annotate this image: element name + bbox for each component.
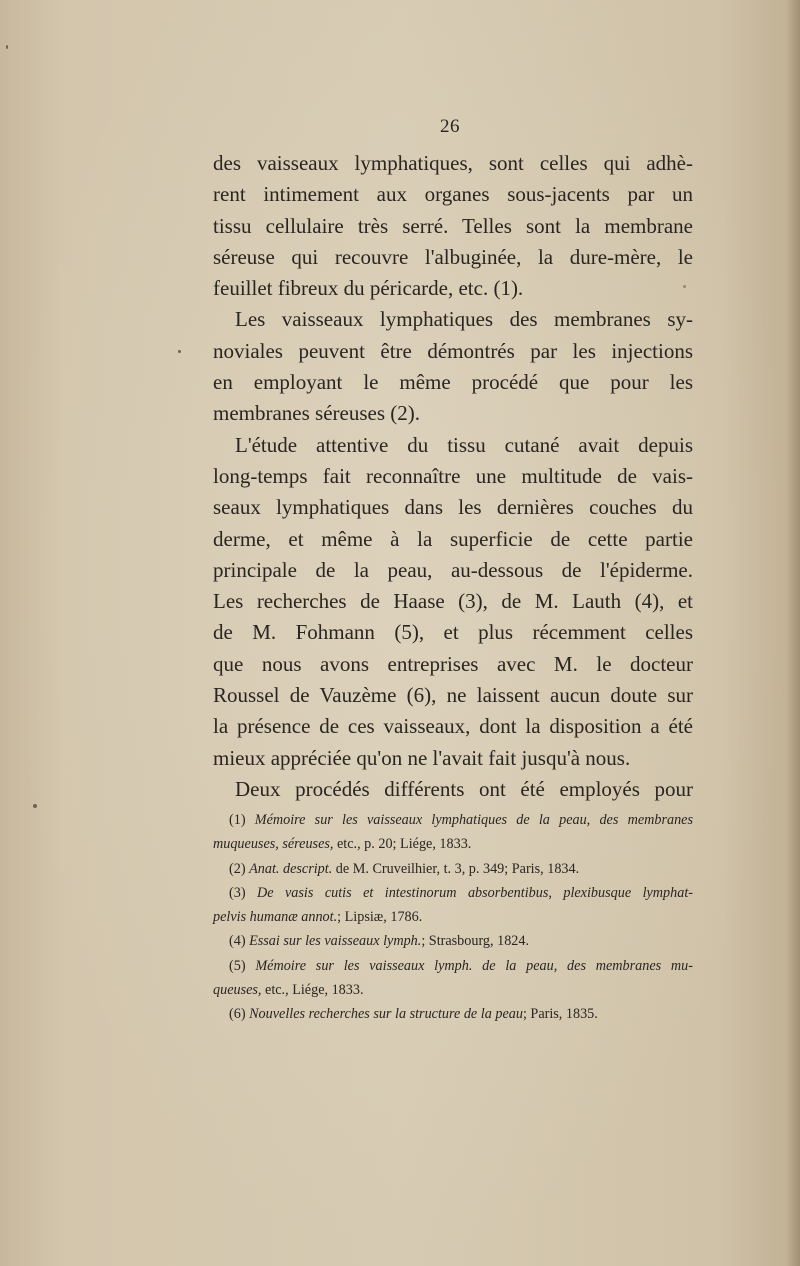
text-line: membranes séreuses (2). <box>213 401 421 426</box>
text-line: que nous avons entreprises avec M. le docteur <box>213 651 693 676</box>
page-number: 26 <box>440 116 460 137</box>
text-line: mieux appréciée qu'on ne l'avait fait jusqu'à nous. <box>213 745 631 770</box>
paper-speck <box>33 804 37 808</box>
text-line: principale de la peau, au-dessous de l'épiderme. <box>213 557 693 582</box>
page-edge-shadow <box>786 0 800 1266</box>
footnote-5-cont: queuses, etc., Liége, 1833. <box>213 982 364 999</box>
text-line: Les recherches de Haase (3), de M. Lauth (4), et <box>213 589 693 614</box>
footnote-2: (2) Anat. descript. de M. Cruveilhier, t. 3, p. 349; Paris, 1834. <box>229 860 580 877</box>
footnote-3-cont: pelvis humanæ annot.; Lipsiæ, 1786. <box>213 909 423 926</box>
main-text <box>213 148 693 805</box>
footnote-1: (1) Mémoire sur les vaisseaux lymphatiques de la peau, des membranes <box>229 812 693 828</box>
text-line: feuillet fibreux du péricarde, etc. (1). <box>213 276 524 301</box>
text-line: rent intimement aux organes sous-jacents par un <box>213 182 693 207</box>
footnote-3: (3) De vasis cutis et intestinorum absorbentibus, plexibusque lymphat- <box>229 884 693 901</box>
text-line: des vaisseaux lymphatiques, sont celles qui adhè- <box>213 151 693 175</box>
footnote-4: (4) Essai sur les vaisseaux lymph.; Strasbourg, 1824. <box>229 933 530 950</box>
text-line: seaux lymphatiques dans les dernières couches du <box>213 495 693 520</box>
text-line: de M. Fohmann (5), et plus récemment celles <box>213 620 693 645</box>
text-line: long-temps fait reconnaître une multitude de vais- <box>213 463 693 488</box>
text-line: Roussel de Vauzème (6), ne laissent aucun doute sur <box>213 683 693 708</box>
text-line: tissu cellulaire très serré. Telles sont la membrane <box>213 213 693 238</box>
paper-speck <box>6 45 8 49</box>
footnote-1-cont: muqueuses, séreuses, etc., p. 20; Liége, 1833. <box>213 836 472 853</box>
text-line: Deux procédés différents ont été employés pour <box>235 776 693 801</box>
footnotes <box>213 808 693 1027</box>
text-line: derme, et même à la superficie de cette partie <box>213 526 693 551</box>
text-line: L'étude attentive du tissu cutané avait depuis <box>235 432 693 457</box>
footnote-5: (5) Mémoire sur les vaisseaux lymph. de la peau, des membranes mu- <box>229 957 693 974</box>
paper-speck <box>178 350 181 353</box>
text-line: la présence de ces vaisseaux, dont la disposition a été <box>213 714 693 739</box>
text-line: Les vaisseaux lymphatiques des membranes sy- <box>235 307 693 332</box>
footnote-6: (6) Nouvelles recherches sur la structure de la peau; Paris, 1835. <box>229 1006 598 1023</box>
text-line: séreuse qui recouvre l'albuginée, la dure-mère, le <box>213 244 693 269</box>
text-line: en employant le même procédé que pour les <box>213 370 693 395</box>
text-line: noviales peuvent être démontrés par les injections <box>213 338 693 363</box>
